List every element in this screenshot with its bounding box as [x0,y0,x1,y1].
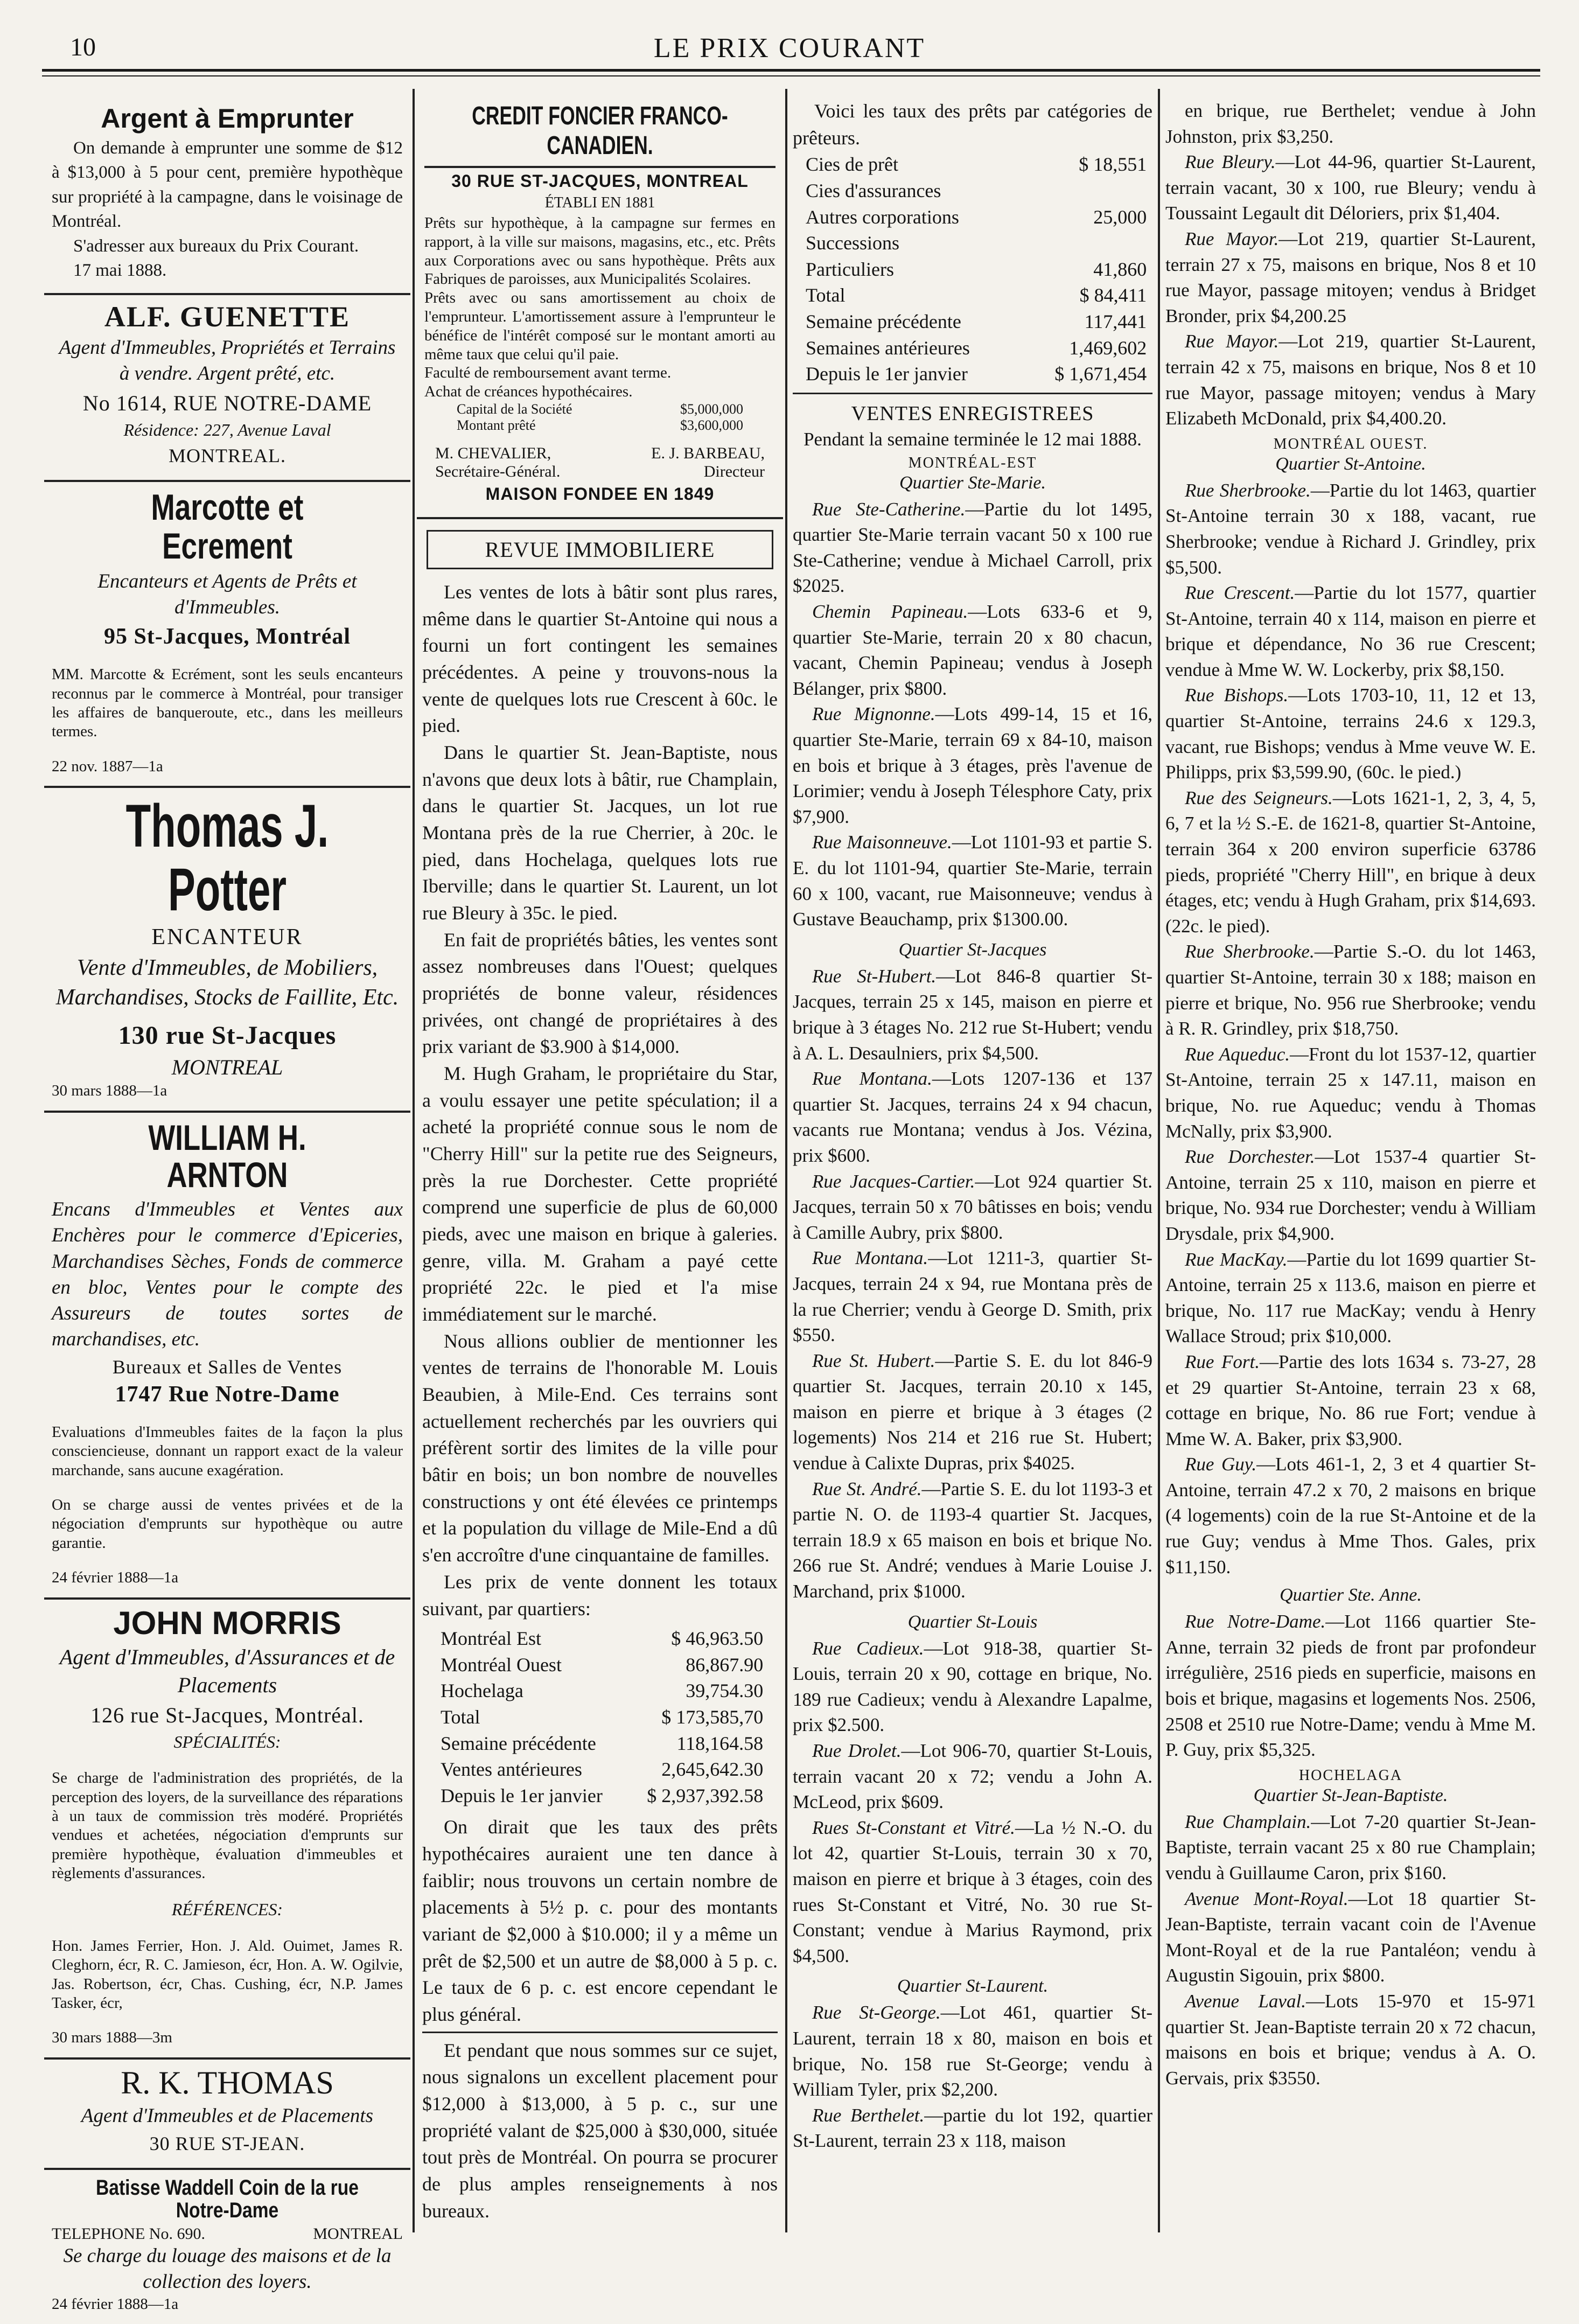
ad-city: MONTREAL [171,1055,283,1080]
sale-entry: en brique, rue Berthelet; vendue à John Johnston, prix $3,250. [1165,100,1536,147]
ad-role: Agent d'Immeubles, Propriétés et Terrains à vendre. Argent prêté, etc. [59,337,396,385]
ad-body: Evaluations d'Immeubles faites de la façon la plus consciencieuse, donnant un rapport exact de la valeur marchande, sans aucune exagération. [52,1423,403,1479]
ad-name: R. K. THOMAS [121,2064,334,2100]
ad-name: CREDIT FONCIER FRANCO-CANADIEN. [472,102,728,160]
sale-entry: Avenue Mont-Royal.—Lot 18 quartier St-Jean-Baptiste, terrain vacant coin de l'Avenue Mont-Royal et de la rue Pantaléon; vendu à Augustin Sigouin, prix $800. [1165,1888,1536,1986]
ad-founded: MAISON FONDEE EN 1849 [485,484,715,504]
signatory-name: M. CHEVALIER, [435,444,551,462]
totals-table [438,1625,765,1809]
ledger-label: Total [441,1706,480,1728]
sales-list [1165,98,1536,431]
article-paragraph: Nous allions oublier de mentionner les ventes de terrains de l'honorable M. Louis Beaubien, à Mile-End. Ces terrains sont actuellement recherchés par les ouvriers qui préfèrent sortir des limites de la ville pour bâtir en bois; un bon nombre de nouvelles constructions y ont été élevées ce printemps et la population du village de Mile-End a dû s'en accroître d'une cinquantaine de familles. [422,1330,778,1566]
sale-entry: Rue MacKay.—Partie du lot 1699 quartier St-Antoine, terrain 25 x 113.6, maison en pierre et brique, No. 117 rue MacKay; vendu à Henry Wallace Stroud; prix $10,000. [1165,1248,1536,1347]
ledger-amount: 25,000 [1093,206,1147,228]
sale-entry: Rue Champlain.—Lot 7-20 quartier St-Jean-Baptiste, terrain vacant 25 x 80 rue Champlain; vendu à Guillaume Caron, prix $160. [1165,1811,1536,1883]
sales-list [1165,1809,1536,2091]
ledger-amount: 86,867.90 [686,1653,764,1676]
ledger-label: Semaines antérieures [806,337,970,359]
rates-table [804,151,1149,387]
ad-name: WILLIAM H. ARNTON [148,1117,306,1195]
ledger-label: Particuliers [806,258,894,280]
column-4 [1162,98,1539,2225]
ad-name: Batisse Waddell Coin de la rue Notre-Dame [96,2175,359,2222]
pret-value: $3,600,000 [680,417,743,433]
sale-entry: Rue Bleury.—Lot 44-96, quartier St-Laurent, terrain vacant, 30 x 100, rue Bleury; vendu à Toussaint Legault dit Déloriers, prix $1,404. [1165,151,1536,224]
ledger-row [438,1730,765,1757]
sale-entry: Rue Aqueduc.—Front du lot 1537-12, quartier St-Antoine, terrain 25 x 147.11, maison en brique, No. rue Aqueduc; vendu à Thomas McNally, prix $3,900. [1165,1043,1536,1142]
signatory-name: E. J. BARBEAU, [651,444,765,462]
sales-list [793,2000,1152,2154]
ad-city: MONTREAL [313,2224,403,2243]
ad-credit-foncier [417,98,783,519]
ad-marcotte [44,482,410,788]
sale-entry: Rue Maisonneuve.—Lot 1101-93 et partie S. E. du lot 1101-94, quartier Ste-Marie, terrain 60 x 100, vacant, rue Maisonneuve; vendus à Gustave Beauchamp, prix $1300.00. [793,832,1152,930]
ad-date: 30 mars 1888—3m [52,2029,172,2047]
sale-entry: Rue St. André.—Partie S. E. du lot 1193-3 et partie N. O. de 1193-4 quartier St. Jacques, terrain 18.9 x 65 maison en bois et brique No. 266 rue St. André; vendues à Marie Louise J. Marchand, prix $1000. [793,1478,1153,1602]
ad-morris [44,1600,410,2060]
sale-entry: Rue Sherbrooke.—Partie du lot 1463, quartier St-Antoine terrain 30 x 188, vacant, rue Sherbrooke; vendue à Richard J. Grindley, prix $5,500. [1165,479,1536,578]
ad-body: On demande à emprunter une somme de $12 à $13,000 à 5 pour cent, première hypothèque sur propriété à la campagne, dans le voisinage de Montréal. [52,138,403,232]
sale-entry: Rue Mayor.—Lot 219, quartier St-Laurent, terrain 27 x 75, maisons en brique, Nos 8 et 10 rue Mayor, passage mitoyen; vendus à Bridget Bronder, prix $4,200.25 [1165,228,1536,326]
ledger-label: Cies d'assurances [806,179,941,201]
sale-entry: Rue Cadieux.—Lot 918-38, quartier St-Louis, terrain 20 x 90, cottage en brique, No. 189 rue Cadieux; vendu à Alexandre Lapalme, prix $2.500. [793,1637,1152,1736]
ledger-label: Total [806,284,846,306]
ad-residence: Résidence: 227, Avenue Laval [123,420,331,439]
ledger-row [804,151,1149,178]
quarter-heading: Quartier Ste. Anne. [1280,1585,1422,1606]
page-number: 10 [70,33,96,61]
sales-list [793,497,1152,932]
quarter-heading: Quartier St-Antoine. [1275,453,1426,474]
ad-address: No 1614, RUE NOTRE-DAME [82,390,372,415]
sale-entry: Rue Mignonne.—Lots 499-14, 15 et 16, quartier Ste-Marie, terrain 69 x 84-10, maison en bois et brique à 3 étages, près l'avenue de Lorimier; vendu à Joseph Télesphore Caty, prix $7,900. [793,703,1153,827]
ledger-row [804,204,1149,231]
ad-body: Prêts avec ou sans amortissement au choix de l'emprunteur. L'amortissement assure à l'emprunteur le bénéfice de l'intérêt composé sur le montant amorti au même taux que celui qu'il paie. [424,289,775,363]
ad-date: 24 février 1888—1a [52,1569,179,1587]
quarter-heading: Quartier Ste-Marie. [899,472,1046,493]
header-rule-thin [42,75,1540,76]
ad-body: Achat de créances hypothécaires. [424,383,633,401]
ad-body: MM. Marcotte & Ecrément, sont les seuls encanteurs reconnus par le commerce à Montréal, pour transiger les affaires de banqueroute, etc., dans les meilleurs termes. [52,666,403,741]
ledger-label: Hochelaga [441,1680,523,1702]
ledger-row [438,1652,765,1678]
quarter-heading: Quartier St-Laurent. [897,1976,1049,1997]
sales-list [793,1636,1152,1969]
ledger-amount: $ 1,671,454 [1054,363,1147,385]
sale-entry: Rue Guy.—Lots 461-1, 2, 3 et 4 quartier St-Antoine, terrain 47.2 x 70, 2 maisons en brique (4 logements) coin de la rue St-Antoine et de la rue Guy; vendus à Mme Thos. Gales, prix $11,150. [1165,1454,1536,1578]
ad-role: Encanteurs et Agents de Prêts et d'Immeubles. [97,570,357,619]
sales-list [793,964,1152,1604]
ad-body: Hon. James Ferrier, Hon. J. Ald. Ouimet, James R. Cleghorn, écr, R. C. Jamieson, écr, Hon. A. W. Ogilvie, Jas. Robertson, écr, Chas. Cushing, écr, N.P. James Tasker, écr, [52,1937,403,2012]
ad-address: S'adresser aux bureaux du Prix Courant. [73,236,359,256]
ledger-row [438,1756,765,1783]
ad-waddell [44,2170,410,2324]
ledger-row [804,309,1149,335]
ad-body: Se charge de l'administration des propriétés, de la perception des loyers, de la surveillance des réparations à un taux de commission très modéré. Propriétés vendues et achetées, négociation d'emprunts sur première hypothèque, évaluation d'immeubles et règlements d'assurances. [52,1769,403,1882]
ledger-amount: $ 18,551 [1079,153,1147,176]
article-paragraph: Et pendant que nous sommes sur ce sujet, nous signalons un excellent placement pour $12,000 à $13,000, à 5 p. c., sur une propriété valant de $25,000 à $30,000, située tout près de Montréal. On pourra se procurer de plus amples renseignements à nos bureaux. [422,2032,778,2225]
ledger-amount: 117,441 [1084,310,1147,332]
sale-entry: Rue Ste-Catherine.—Partie du lot 1495, quartier Ste-Marie terrain vacant 50 x 100 rue Ste-Catherine; vendue à Michael Carroll, prix $2025. [793,498,1153,597]
ledger-amount: 1,469,602 [1069,337,1147,359]
ad-arnton [44,1113,410,1600]
ad-address: 95 St-Jacques, Montréal [103,624,351,650]
ad-address: 30 RUE ST-JACQUES, MONTREAL [451,171,749,191]
ad-role: Agent d'Immeubles, d'Assurances et de Placements [59,1644,395,1697]
ledger-label: Depuis le 1er janvier [806,363,968,385]
ledger-row [438,1783,765,1809]
capital-value: $5,000,000 [680,401,743,417]
ad-desc: Vente d'Immeubles, de Mobiliers, Marchandises, Stocks de Faillite, Etc. [55,955,399,1010]
ad-address: 1747 Rue Notre-Dame [115,1381,340,1407]
ad-subtitle: SPÉCIALITÉS: [173,1732,281,1751]
ledger-amount: 2,645,642.30 [661,1758,764,1781]
ad-guenette [44,295,410,482]
sale-entry: Rue des Seigneurs.—Lots 1621-1, 2, 3, 4, 5, 6, 7 et la ½ S.-E. de 1621-8, quartier St-Antoine, terrain 364 x 200 environ superficie 63786 pieds, propriété "Cherry Hill", en brique à deux étages, etc; vendu à Hugh Graham, prix $14,693. (22c. le pied). [1165,787,1536,937]
ad-address: 126 rue St-Jacques, Montréal. [90,1702,364,1727]
sale-entry: Rue Crescent.—Partie du lot 1577, quartier St-Antoine, terrain 40 x 114, maison en pierre et brique et dépendance, No 36 rue Crescent; vendue à Mme W. W. Lockerby, prix $8,150. [1165,582,1536,680]
ledger-amount [1023,178,1149,204]
header-rule [42,69,1540,72]
section-heading: HOCHELAGA [1298,1767,1403,1784]
sale-entry: Rue St. Hubert.—Partie S. E. du lot 846-9 quartier St. Jacques, terrain 20.10 x 145, maison en pierre et brique à 3 étages (2 logements) Nos 214 et 216 rue St. Hubert; vendue à Calixte Dupras, prix $4025. [793,1350,1152,1474]
ad-desc: Encans d'Immeubles et Ventes aux Enchères pour le commerce d'Epiceries, Marchandises Sèches, Fonds de commerce en bloc, Ventes pour le compte des Assureurs de toutes sortes de marchandises, etc. [52,1198,403,1350]
ad-desc: Se charge du louage des maisons et de la collection des loyers. [63,2244,392,2293]
ledger-label: Semaine précédente [806,310,961,332]
ad-argent [44,98,410,295]
sales-list [1165,1609,1536,1763]
ad-name: Marcotte et Ecrement [151,487,304,567]
sale-entry: Rue Mayor.—Lot 219, quartier St-Laurent, terrain 42 x 75, maisons en brique, Nos 8 et 10 rue Mayor, passage mitoyen; vendus à Mary Elizabeth McDonald, prix $4,400.20. [1165,331,1536,429]
article-paragraph: Dans le quartier St. Jean-Baptiste, nous n'avons que deux lots à bâtir, rue Champlain, dans le quartier St. Jacques, un lot rue Montana près de la rue Cherrier, à 20c. le pied, dans Hochelaga, quelques lots rue Iberville; dans le quartier St. Laurent, un lot rue Bleury à 35c. le pied. [422,742,778,924]
article-title: REVUE IMMOBILIERE [427,530,773,569]
sale-entry: Rue Bishops.—Lots 1703-10, 11, 12 et 13, quartier St-Antoine, terrains 24.6 x 129.3, vacant, rue Bishops; vendus à Mme veuve W. E. Philipps, prix $3,599.90, (60c. le pied.) [1165,685,1536,783]
article-paragraph: Les ventes de lots à bâtir sont plus rares, même dans le quartier St-Antoine qui nous a fourni un fort contingent les semaines précédentes. A peine y trouvons-nous la vente de quelques lots rue Crescent à 60c. le pied. [422,581,778,737]
column-divider [785,89,787,2232]
article-paragraph: Les prix de vente donnent les totaux suivant, par quartiers: [422,1571,778,1620]
sale-entry: Rue Berthelet.—partie du lot 192, quartier St-Laurent, terrain 23 x 118, maison [793,2104,1152,2152]
ad-body: Prêts sur hypothèque, à la campagne sur fermes en rapport, à la ville sur maisons, magasins, etc., etc. Prêts aux Corporations avec ou sans hypothèque. Prêts aux Fabriques de paroisses, aux Municipalités Scolaires. [424,214,775,288]
ledger-label: Montréal Ouest [441,1653,562,1676]
ad-body: Faculté de remboursement avant terme. [424,364,672,382]
ledger-row [804,256,1149,283]
ad-thomas [44,2060,410,2170]
ledger-amount: 39,754.30 [686,1680,764,1702]
article-paragraph: M. Hugh Graham, le propriétaire du Star, a voulu essayer une petite spéculation; il a acheté la propriété connue sous le nom de "Cherry Hill" sur la petite rue des Seigneurs, près la rue Dorchester. Cette propriété comprend une superficie de plus de 60,000 pieds, avec une maison en brique à galeries. genre, villa. M. Graham a payé cette propriété 22c. le pied et l'a mise immédiatement sur le marché. [422,1063,778,1325]
newspaper-title: LE PRIX COURANT [653,33,926,64]
ad-role: ENCANTEUR [151,925,303,950]
ad-established: ÉTABLI EN 1881 [544,194,655,211]
pret-label: Montant prêté [457,417,536,433]
ad-date: 24 février 1888—1a [52,2295,179,2313]
ad-phone: TELEPHONE No. 690. [52,2224,205,2243]
ledger-label: Autres corporations [806,206,959,228]
ledger-row [804,178,1149,204]
ad-subtitle: RÉFÉRENCES: [171,1900,283,1920]
sale-entry: Rue Montana.—Lot 1211-3, quartier St-Jacques, terrain 24 x 94, rue Montana près de la rue Cherrier; vendu à George D. Smith, prix $550. [793,1247,1152,1346]
ledger-amount: $ 46,963.50 [671,1628,764,1650]
ad-potter [44,788,410,1113]
sale-entry: Rue Jacques-Cartier.—Lot 924 quartier St. Jacques, terrain 50 x 70 bâtisses en bois; vendu à Camille Aubry, prix $800. [793,1170,1153,1243]
sales-title: VENTES ENREGISTREES [851,402,1094,425]
ledger-amount: $ 2,937,392.58 [647,1784,764,1806]
ledger-row [438,1678,765,1704]
column-divider [1158,89,1160,2232]
ad-address: 30 RUE ST-JEAN. [149,2132,305,2154]
ad-address: 130 rue St-Jacques [118,1021,337,1050]
ledger-label: Ventes antérieures [441,1758,582,1781]
column-2 [417,98,783,2225]
sale-entry: Rue Dorchester.—Lot 1537-4 quartier St-Antoine, terrain 25 x 110, maison en pierre et brique, No. 934 rue Dorchester; vendu à William Drysdale, prix $4,900. [1165,1146,1536,1244]
ad-name: ALF. GUENETTE [104,300,351,333]
capital-label: Capital de la Société [457,401,572,417]
ledger-amount: 41,860 [1093,258,1147,280]
column-1 [44,98,410,2313]
sale-entry: Chemin Papineau.—Lots 633-6 et 9, quartier Ste-Marie, terrain 20 x 80 chacun, vacant, Chemin Papineau; vendus à Joseph Bélanger, prix $800. [793,601,1152,699]
sale-entry: Rue Sherbrooke.—Partie S.-O. du lot 1463, quartier St-Antoine, terrain 30 x 188; maison en pierre et brique, No. 956 rue Sherbrooke; vendu à R. R. Grindley, prix $18,750. [1165,941,1536,1039]
ad-date: 22 nov. 1887—1a [52,757,163,775]
ledger-row [804,282,1149,309]
ledger-label: Cies de prêt [806,153,898,176]
sale-entry: Rue St-George.—Lot 461, quartier St-Laurent, terrain 18 x 80, maison en bois et brique, No. 158 rue St-George; vendu à William Tyler, prix $2,200. [793,2002,1152,2100]
sale-entry: Avenue Laval.—Lots 15-970 et 15-971 quartier St. Jean-Baptiste terrain 20 x 72 chacun, maisons en bois et brique; vendus à A. O. Gervais, prix $3550. [1165,1990,1536,2089]
column-3 [790,98,1156,2225]
ad-date: 17 mai 1888. [73,261,167,281]
sale-entry: Rue Notre-Dame.—Lot 1166 quartier Ste-Anne, terrain 32 pieds de front par profondeur irrégulière, 2516 pieds en superficie, maisons en bois et brique, magasins et logements Nos. 2506, 2508 et 2510 rue Notre-Dame; vendu à Mme M. P. Guy, prix $5,325. [1165,1611,1536,1761]
ad-name: Thomas J. Potter [125,792,329,923]
ad-date: 30 mars 1888—1a [52,1082,167,1100]
ad-title: Argent à Emprunter [101,103,354,134]
ledger-amount [1023,230,1149,256]
ledger-row [438,1625,765,1652]
sale-entry: Rue Drolet.—Lot 906-70, quartier St-Louis, terrain vacant 20 x 72; vendu a John A. McLeod, prix $609. [793,1740,1153,1813]
sales-list [1165,478,1536,1580]
ledger-amount: 118,164.58 [676,1732,764,1754]
ad-name: JOHN MORRIS [113,1604,341,1641]
sale-entry: Rues St-Constant et Vitré.—La ½ N.-O. du lot 42, quartier St-Louis, terrain 30 x 70, maison en pierre et brique à 3 étages, coin des rues St-Constant et Vitré, No. 30 rue St-Constant; vendue à Marius Raymond, prix $4,500. [793,1817,1152,1966]
ledger-label: Semaine précédente [441,1732,596,1754]
article-paragraph: En fait de propriétés bâties, les ventes sont assez nombreuses dans l'Ouest; quelques propriétés de bonne valeur, résidences privées, ont changé de propriétaires à des prix variant de $3.900 à $14,000. [422,929,778,1058]
sale-entry: Rue Fort.—Partie des lots 1634 s. 73-27, 28 et 29 quartier St-Antoine, terrain 23 x 68, cottage en brique, No. 86 rue Fort; vendue à Mme W. A. Baker, prix $3,900. [1165,1351,1536,1449]
ledger-amount: $ 173,585,70 [661,1706,764,1728]
ad-body: On se charge aussi de ventes privées et de la négociation d'emprunts sur hypothèque ou autre garantie. [52,1496,403,1552]
section-heading: MONTRÉAL OUEST. [1273,435,1428,452]
section-heading: MONTRÉAL-EST [908,454,1037,471]
ledger-amount: $ 84,411 [1079,284,1147,306]
article-paragraph: On dirait que les taux des prêts hypothécaires auraient une ten dance à faiblir; nous trouvons un certain nombre de placements à 5½ p. c. pour des montants variant de $2,000 à $10.000; il y a même un prêt de $2,500 et un autre de $8,000 à 5 p. c. Le taux de 6 p. c. est encore cependant le plus général. [422,1816,778,2026]
quarter-heading: Quartier St-Louis [907,1611,1038,1632]
sale-entry: Rue Montana.—Lots 1207-136 et 137 quartier St. Jacques, terrains 24 x 94 chacun, vacants rue Montana; vendus à Jos. Vézina, prix $600. [793,1068,1152,1166]
quarter-heading: Quartier St-Jacques [898,939,1047,960]
quarter-heading: Quartier St-Jean-Baptiste. [1253,1785,1448,1805]
article-revue [417,519,783,2224]
rates-intro: Voici les taux des prêts par catégories de prêteurs. [793,100,1152,149]
ledger-row [438,1704,765,1730]
ledger-label: Depuis le 1er janvier [441,1784,603,1806]
ad-city: MONTREAL. [169,445,286,467]
signatory-role: Directeur [703,462,765,480]
ad-role: Agent d'Immeubles et de Placements [81,2104,374,2127]
signatory-role: Secrétaire-Général. [435,462,561,480]
ledger-row [804,230,1149,256]
ad-offices: Bureaux et Salles de Ventes [112,1356,343,1378]
ledger-label: Successions [806,232,899,254]
ledger-label: Montréal Est [441,1628,541,1650]
sale-entry: Rue St-Hubert.—Lot 846-8 quartier St-Jacques, terrain 25 x 145, maison en pierre et brique à 3 étages No. 212 rue St-Hubert; vendu à A. L. Desaulniers, prix $4,500. [793,965,1152,1064]
ledger-row [804,361,1149,387]
sales-subtitle: Pendant la semaine terminée le 12 mai 1888. [804,428,1142,450]
column-divider [413,89,415,2232]
ledger-row [804,335,1149,361]
